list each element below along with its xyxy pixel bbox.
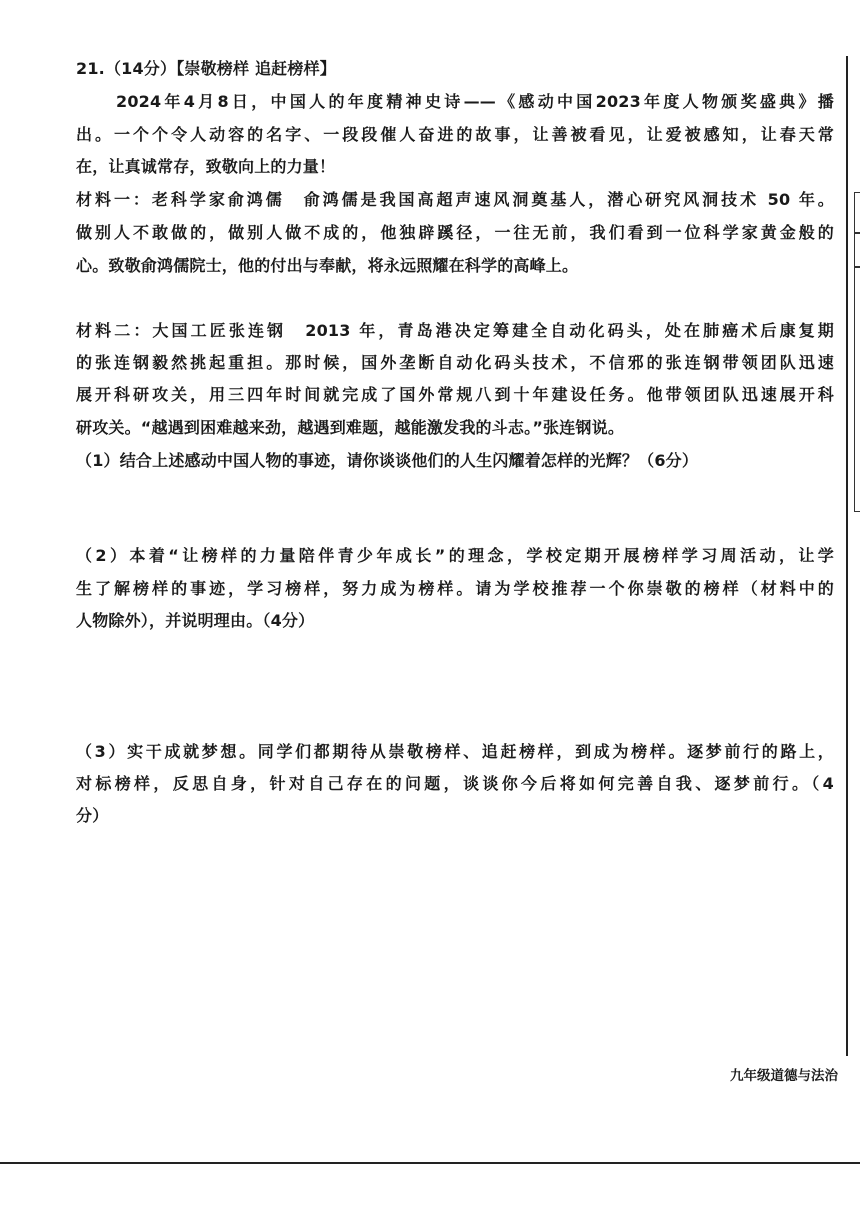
binding-margin-line <box>846 56 848 1056</box>
intro-line-3: 在，让真诚常存，致敬向上的力量！ <box>76 157 336 176</box>
question-header: 21.（14分）【崇敬榜样 追赶榜样】 <box>76 59 336 78</box>
material2-line-2: 的张连钢毅然挑起重担。那时候，国外垄断自动化码头技术，不信邪的张连钢带领团队迅速 <box>76 353 834 372</box>
material2-line-1: 材料二：大国工匠张连钢 2013 年，青岛港决定筹建全自动化码头，处在肺癌术后康复期 <box>76 321 834 340</box>
material1-line-2: 做别人不敢做的，做别人做不成的，他独辟蹊径，一往无前，我们看到一位科学家黄金般的 <box>76 223 834 242</box>
page-bottom-rule <box>0 1162 860 1164</box>
subquestion-2-line-2: 生了解榜样的事迹，学习榜样，努力成为榜样。请为学校推荐一个你崇敬的榜样（材料中的 <box>76 579 834 598</box>
subquestion-3-line-2: 对标榜样，反思自身，针对自己存在的问题，谈谈你今后将如何完善自我、逐梦前行。（4 <box>76 774 834 793</box>
subquestion-1: （1）结合上述感动中国人物的事迹，请你谈谈他们的人生闪耀着怎样的光辉？（6分） <box>76 451 699 470</box>
subquestion-3-line-1: （3）实干成就梦想。同学们都期待从崇敬榜样、追赶榜样，到成为榜样。逐梦前行的路上， <box>76 742 834 761</box>
material1-line-1: 材料一：老科学家俞鸿儒 俞鸿儒是我国高超声速风洞奠基人，潜心研究风洞技术 50 年。 <box>76 190 834 209</box>
subquestion-2-line-1: （2）本着“让榜样的力量陪伴青少年成长”的理念，学校定期开展榜样学习周活动，让学 <box>76 546 834 565</box>
intro-line-2: 出。一个个令人动容的名字、一段段催人奋进的故事，让善被看见，让爱被感知，让春天常 <box>76 125 834 144</box>
subquestion-3-line-3: 分） <box>76 806 109 825</box>
score-box-divider <box>854 232 860 234</box>
material2-line-3: 展开科研攻关，用三四年时间就完成了国外常规八到十年建设任务。他带领团队迅速展开科 <box>76 385 834 404</box>
material2-line-4: 研攻关。“越遇到困难越来劲，越遇到难题，越能激发我的斗志。”张连钢说。 <box>76 418 625 437</box>
intro-line-1: 2024年4月8日，中国人的年度精神史诗——《感动中国2023年度人物颁奖盛典》播 <box>116 92 834 111</box>
material1-line-3: 心。致敬俞鸿儒院士，他的付出与奉献，将永远照耀在科学的高峰上。 <box>76 256 579 275</box>
score-box-divider <box>854 266 860 268</box>
subquestion-2-line-3: 人物除外），并说明理由。（4分） <box>76 611 315 630</box>
score-box-fragment <box>854 192 860 512</box>
subject-footer: 九年级道德与法治 <box>730 1068 838 1084</box>
